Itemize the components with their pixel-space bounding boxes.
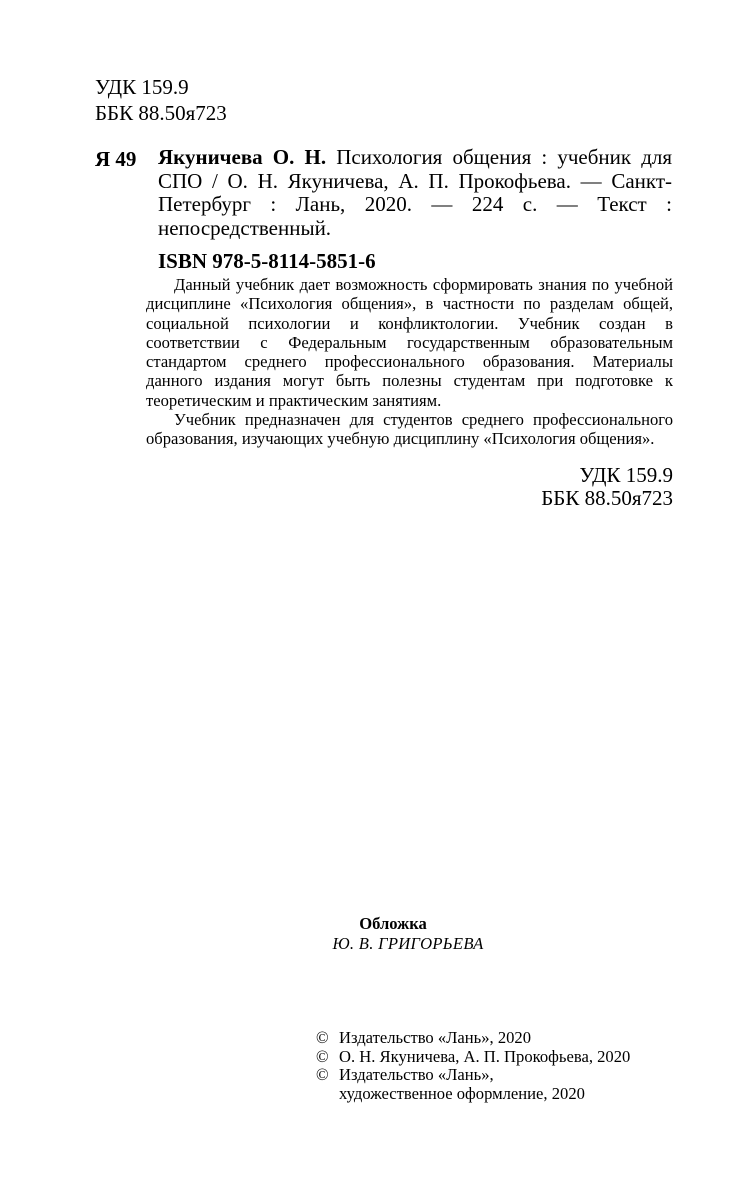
cover-credit-label: Обложка (359, 914, 427, 933)
copyright-line (316, 1029, 630, 1048)
bib-author: Якуничева О. Н. (158, 145, 327, 169)
copyright-text: Издательство «Лань», (339, 1065, 494, 1084)
abstract-paragraph: Учебник предназначен для студентов среднего профессионального образования, изучающих учебную дисциплину «Психология общения». (146, 410, 673, 449)
bib-description: Психология общения : учебник для СПО / О. Н. Якуничева, А. П. Прокофьева. — Санкт-Петербург : Лань, 2020. — 224 с. — Текст : непосредственный. (158, 145, 673, 240)
copyright-text: Издательство «Лань», 2020 (339, 1028, 532, 1047)
copyright-text-continued: художественное оформление, 2020 (339, 1083, 585, 1103)
bbk-code: ББК 88.50я723 (95, 101, 227, 125)
copyright-icon: © (316, 1046, 329, 1066)
bibliographic-record (158, 146, 672, 240)
isbn: ISBN 978-5-8114-5851-6 (158, 249, 376, 273)
copyright-icon: © (316, 1028, 329, 1047)
abstract-paragraph: Данный учебник дает возможность сформировать знания по учебной дисциплине «Психология общения», в частности по разделам общей, социальной психологии и конфликтологии. Учебник создан в соответствии с Федеральным государственным образовательным стандартом среднего профессионального образования. Материалы данного издания могут быть полезны студентам при подготовке к теоретическим и практическим занятиям. (146, 275, 673, 410)
udk-code: УДК 159.9 (95, 75, 189, 99)
abstract (146, 275, 673, 449)
copyright-block (316, 1029, 630, 1103)
udk-code-bottom: УДК 159.9 (579, 463, 673, 487)
copyright-text: О. Н. Якуничева, А. П. Прокофьева, 2020 (339, 1046, 631, 1066)
copyright-line (316, 1066, 630, 1085)
copyright-icon: © (316, 1065, 329, 1084)
author-mark: Я 49 (95, 147, 137, 171)
copyright-line (316, 1048, 630, 1067)
bbk-code-bottom: ББК 88.50я723 (541, 486, 673, 510)
cover-credit-name: Ю. В. ГРИГОРЬЕВА (332, 934, 484, 953)
